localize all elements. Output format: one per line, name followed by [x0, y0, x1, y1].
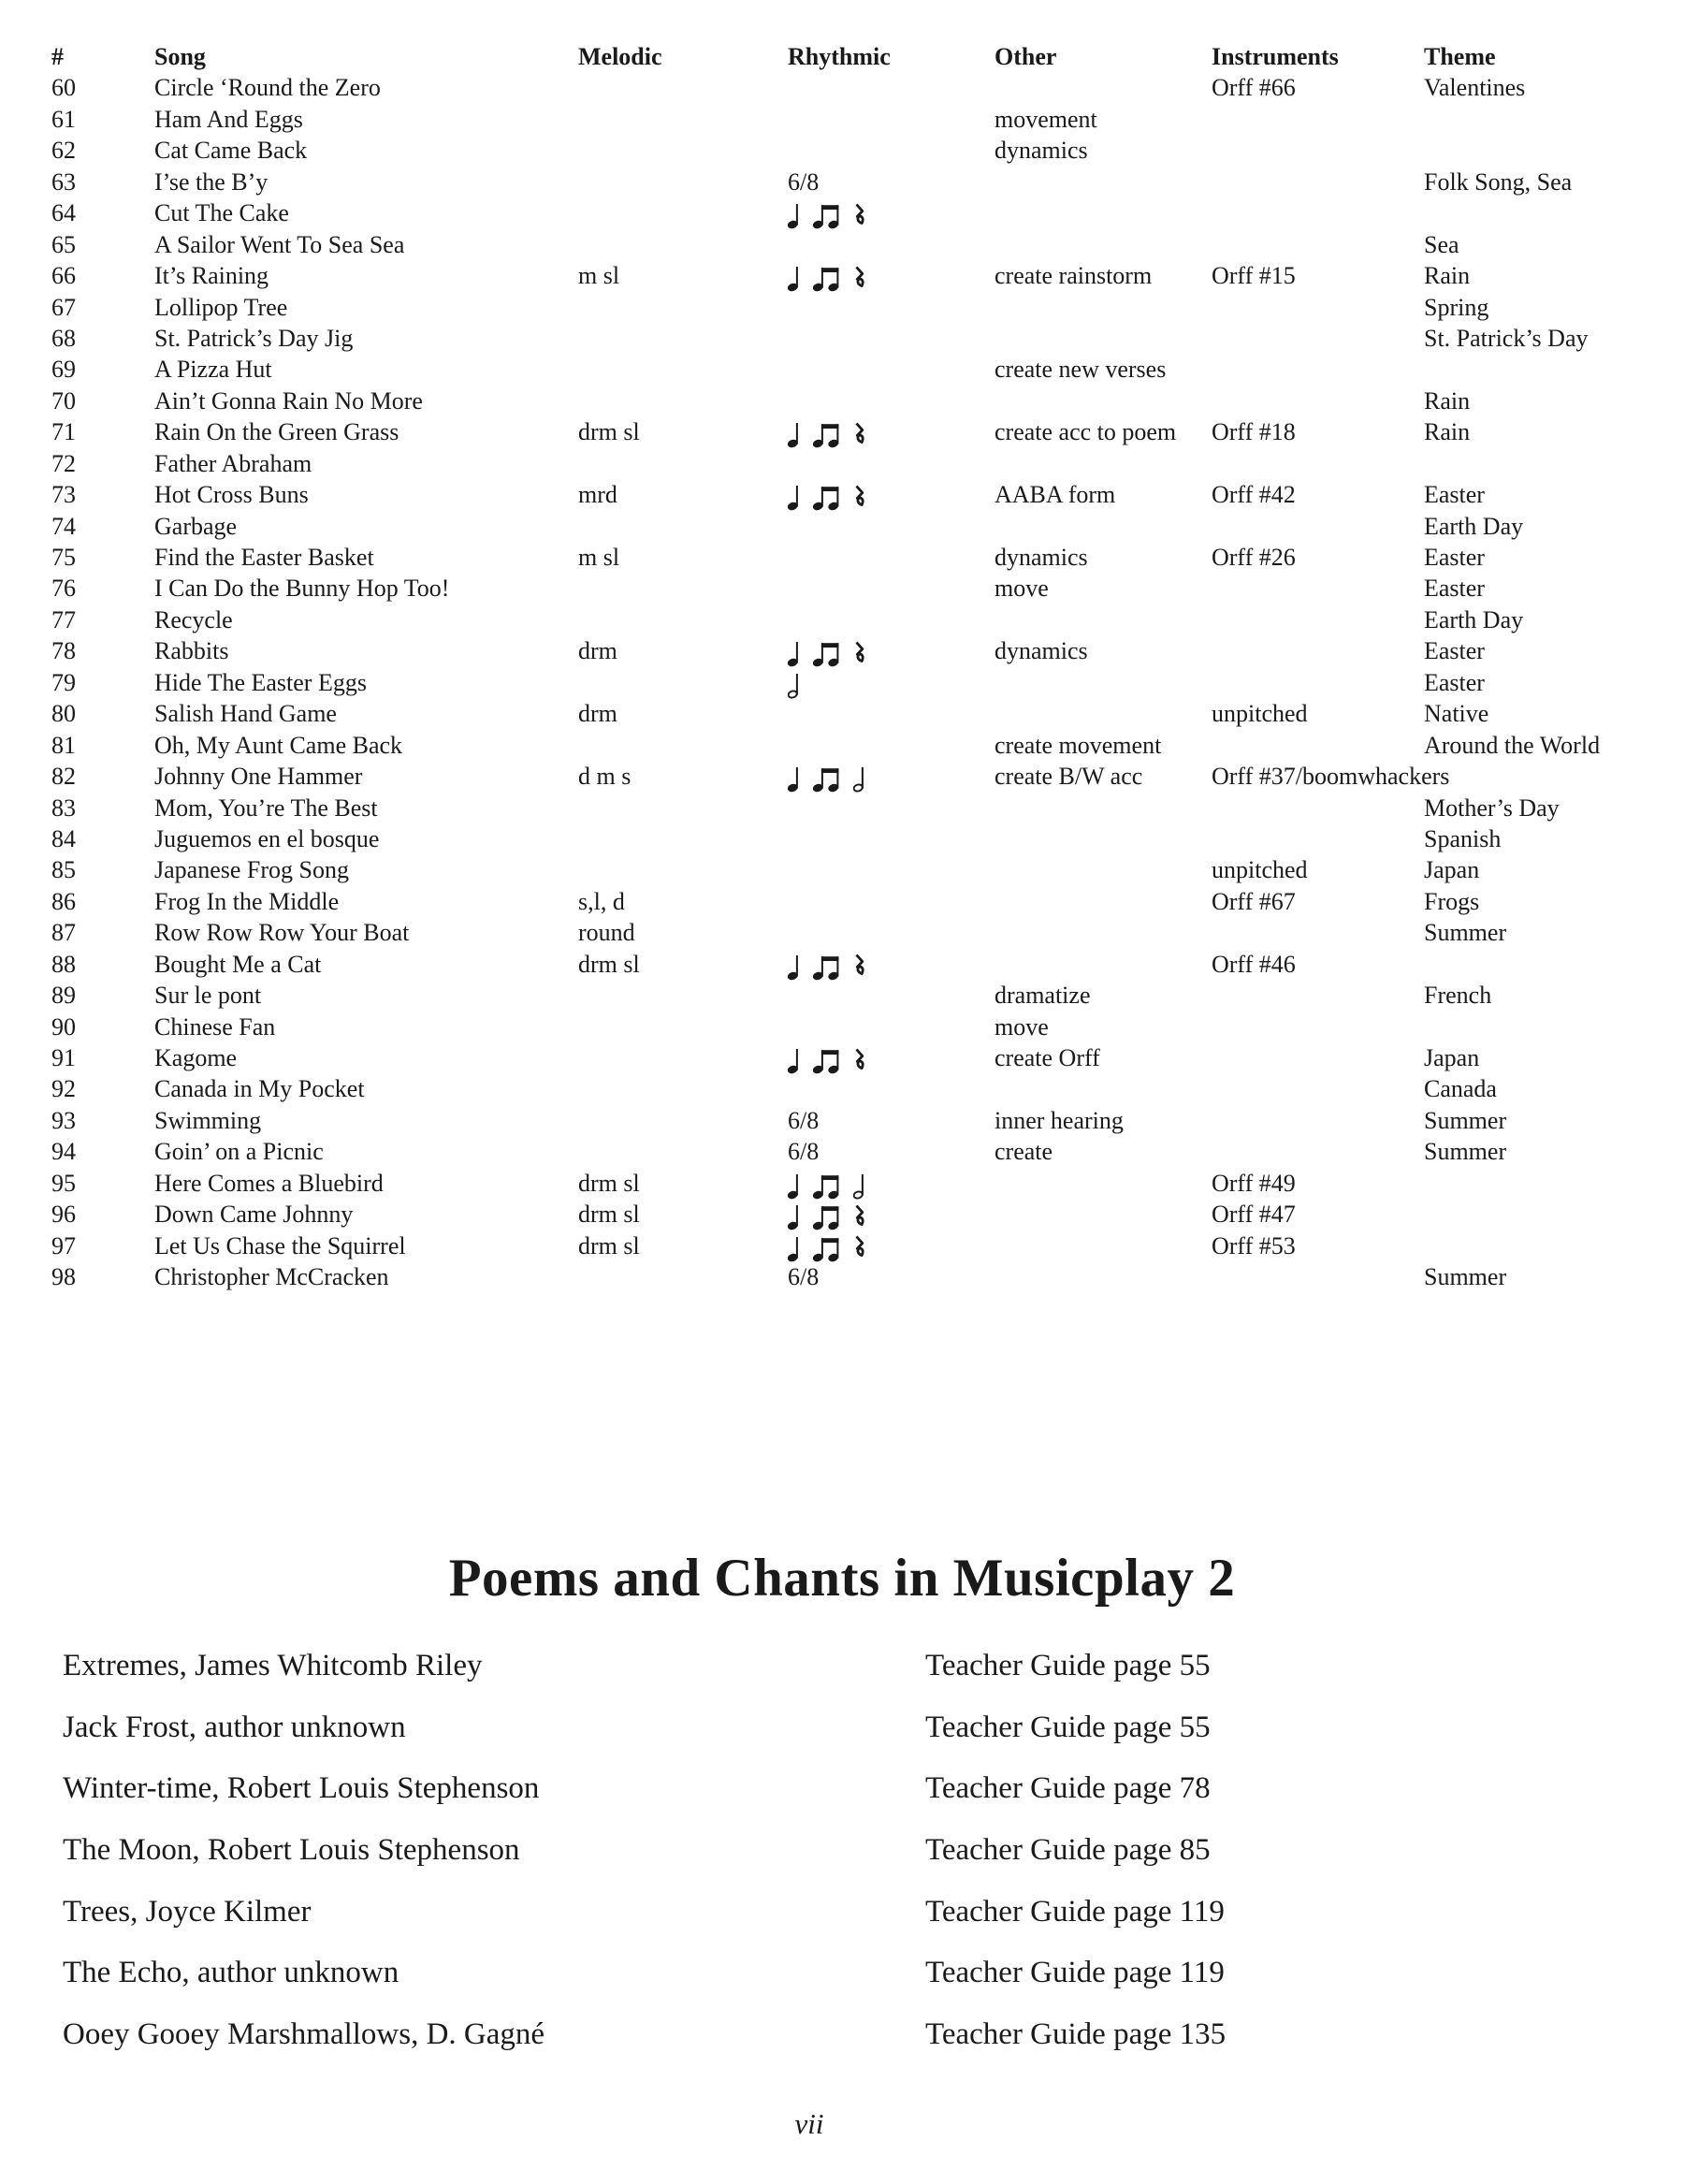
theme-cell: Earth Day [1424, 605, 1524, 633]
table-row [0, 823, 1684, 854]
quarter-note-icon [788, 639, 801, 667]
song-index-table [0, 41, 1684, 1293]
instruments-cell: Orff #53 [1212, 1231, 1296, 1259]
instruments-cell: Orff #37/boomwhackers [1212, 763, 1450, 791]
instruments-cell: unpitched [1212, 700, 1308, 728]
poem-list-item [63, 1820, 1616, 1882]
time-signature: 6/8 [788, 1106, 820, 1134]
poem-list-item [63, 1697, 1616, 1759]
column-header-theme: Theme [1424, 43, 1496, 70]
beamed-eighth-notes-icon [813, 420, 841, 448]
song-title-cell: Lollipop Tree [154, 293, 288, 321]
theme-cell: Sea [1424, 230, 1459, 258]
beamed-eighth-notes-icon [813, 201, 841, 229]
song-number-cell: 62 [51, 137, 76, 165]
table-row [0, 1230, 1684, 1261]
song-title-cell: Salish Hand Game [154, 700, 337, 728]
other-concepts-cell: create rainstorm [994, 262, 1153, 290]
theme-cell: Mother’s Day [1424, 794, 1560, 822]
rhythmic-cell [788, 197, 865, 229]
beamed-eighth-notes-icon [813, 1046, 841, 1074]
table-row [0, 573, 1684, 604]
theme-cell: Native [1424, 700, 1489, 728]
quarter-rest-icon [853, 954, 865, 979]
song-title-cell: Down Came Johnny [154, 1201, 354, 1229]
half-note-icon [853, 1172, 866, 1200]
teacher-guide-page-ref: Teacher Guide page 85 [925, 1833, 1211, 1868]
melodic-cell: drm sl [578, 418, 640, 446]
other-concepts-cell: create Orff [994, 1044, 1100, 1071]
song-title-cell: Mom, You’re The Best [154, 794, 378, 822]
melodic-cell: drm sl [578, 1169, 640, 1197]
song-number-cell: 71 [51, 418, 76, 446]
beamed-eighth-notes-icon [813, 953, 841, 981]
other-concepts-cell: inner hearing [994, 1106, 1124, 1134]
half-note-icon [788, 671, 801, 699]
other-concepts-cell: dynamics [994, 637, 1088, 665]
table-row [0, 542, 1684, 573]
rhythmic-cell [788, 1230, 865, 1262]
song-number-cell: 69 [51, 356, 76, 384]
teacher-guide-page-ref: Teacher Guide page 55 [925, 1710, 1211, 1744]
beamed-eighth-notes-icon [813, 1234, 841, 1262]
quarter-rest-icon [853, 203, 865, 228]
song-number-cell: 63 [51, 167, 76, 196]
theme-cell: Japan [1424, 1044, 1480, 1071]
rhythmic-cell [788, 667, 801, 699]
instruments-cell: unpitched [1212, 856, 1308, 884]
poem-list-item [63, 1636, 1616, 1697]
song-title-cell: St. Patrick’s Day Jig [154, 324, 354, 352]
song-number-cell: 89 [51, 982, 76, 1010]
quarter-note-icon [788, 1202, 801, 1230]
song-number-cell: 87 [51, 919, 76, 947]
song-title-cell: Chinese Fan [154, 1012, 276, 1041]
theme-cell: Summer [1424, 1106, 1507, 1134]
song-number-cell: 96 [51, 1201, 76, 1229]
quarter-note-icon [788, 483, 801, 511]
song-title-cell: Swimming [154, 1106, 262, 1134]
table-row [0, 1042, 1684, 1073]
song-title-cell: Hide The Easter Eggs [154, 668, 367, 696]
instruments-cell: Orff #46 [1212, 950, 1296, 978]
table-row [0, 1168, 1684, 1199]
rhythmic-cell [788, 635, 865, 667]
song-number-cell: 79 [51, 668, 76, 696]
song-title-cell: Bought Me a Cat [154, 950, 322, 978]
theme-cell: Easter [1424, 481, 1485, 509]
table-row [0, 448, 1684, 479]
theme-cell: Folk Song, Sea [1424, 167, 1573, 196]
rhythmic-cell [788, 949, 865, 981]
theme-cell: Around the World [1424, 731, 1601, 759]
table-row [0, 229, 1684, 260]
column-header-num: # [51, 43, 64, 70]
poem-title-author: The Moon, Robert Louis Stephenson [63, 1833, 520, 1868]
song-title-cell: Canada in My Pocket [154, 1075, 365, 1103]
rhythmic-cell [788, 1042, 865, 1074]
theme-cell: Japan [1424, 856, 1480, 884]
melodic-cell: mrd [578, 481, 617, 509]
theme-cell: Canada [1424, 1075, 1497, 1103]
quarter-rest-icon [853, 641, 865, 666]
song-title-cell: A Pizza Hut [154, 356, 272, 384]
song-number-cell: 65 [51, 230, 76, 258]
other-concepts-cell: movement [994, 105, 1097, 133]
song-number-cell: 93 [51, 1106, 76, 1134]
quarter-rest-icon [853, 266, 865, 291]
theme-cell: Frogs [1424, 887, 1480, 915]
theme-cell: Summer [1424, 1138, 1507, 1166]
song-title-cell: Cut The Cake [154, 199, 289, 227]
table-row [0, 104, 1684, 135]
other-concepts-cell: AABA form [994, 481, 1116, 509]
melodic-cell: d m s [578, 763, 632, 791]
quarter-rest-icon [853, 422, 865, 447]
song-title-cell: Cat Came Back [154, 137, 308, 165]
table-row [0, 1105, 1684, 1136]
time-signature: 6/8 [788, 1263, 820, 1291]
song-number-cell: 60 [51, 74, 76, 102]
beamed-eighth-notes-icon [813, 1202, 841, 1230]
melodic-cell: drm [578, 637, 617, 665]
song-title-cell: Circle ‘Round the Zero [154, 74, 381, 102]
teacher-guide-page-ref: Teacher Guide page 135 [925, 2017, 1227, 2052]
quarter-note-icon [788, 764, 801, 793]
table-row [0, 323, 1684, 354]
song-number-cell: 98 [51, 1263, 76, 1291]
song-title-cell: Here Comes a Bluebird [154, 1169, 384, 1197]
theme-cell: Easter [1424, 544, 1485, 571]
poem-list-item [63, 1882, 1616, 1944]
song-number-cell: 88 [51, 950, 76, 978]
table-row [0, 479, 1684, 510]
quarter-note-icon [788, 1172, 801, 1200]
table-body [0, 72, 1684, 1292]
table-row [0, 949, 1684, 980]
rhythmic-cell [788, 1168, 866, 1200]
theme-cell: Rain [1424, 262, 1471, 290]
other-concepts-cell: dynamics [994, 137, 1088, 165]
beamed-eighth-notes-icon [813, 764, 841, 793]
song-title-cell: Ain’t Gonna Rain No More [154, 386, 423, 415]
table-row [0, 197, 1684, 228]
melodic-cell: drm sl [578, 1231, 640, 1259]
instruments-cell: Orff #42 [1212, 481, 1296, 509]
quarter-rest-icon [853, 1235, 865, 1260]
theme-cell: St. Patrick’s Day [1424, 324, 1589, 352]
song-title-cell: I’se the B’y [154, 167, 269, 196]
song-number-cell: 76 [51, 575, 76, 603]
song-number-cell: 61 [51, 105, 76, 133]
song-title-cell: Christopher McCracken [154, 1263, 389, 1291]
song-title-cell: Sur le pont [154, 982, 262, 1010]
song-title-cell: Frog In the Middle [154, 887, 340, 915]
table-row [0, 854, 1684, 885]
song-number-cell: 68 [51, 324, 76, 352]
song-title-cell: Oh, My Aunt Came Back [154, 731, 403, 759]
other-concepts-cell: create movement [994, 731, 1162, 759]
poems-section-title: Poems and Chants in Musicplay 2 [448, 1549, 1236, 1609]
table-row [0, 635, 1684, 666]
table-row [0, 1199, 1684, 1230]
theme-cell: Easter [1424, 637, 1485, 665]
song-number-cell: 81 [51, 731, 76, 759]
table-row [0, 386, 1684, 416]
table-row [0, 730, 1684, 761]
song-number-cell: 82 [51, 763, 76, 791]
other-concepts-cell: create B/W acc [994, 763, 1143, 791]
quarter-rest-icon [853, 485, 865, 510]
poem-title-author: Trees, Joyce Kilmer [63, 1894, 312, 1929]
beamed-eighth-notes-icon [813, 1172, 841, 1200]
song-title-cell: Rabbits [154, 637, 229, 665]
quarter-note-icon [788, 953, 801, 981]
song-number-cell: 94 [51, 1138, 76, 1166]
quarter-note-icon [788, 201, 801, 229]
table-row [0, 1012, 1684, 1042]
column-header-rhythmic: Rhythmic [788, 43, 891, 70]
song-number-cell: 91 [51, 1044, 76, 1071]
rhythmic-cell [788, 1199, 865, 1230]
table-row [0, 980, 1684, 1011]
table-row [0, 260, 1684, 291]
table-row [0, 416, 1684, 447]
song-number-cell: 97 [51, 1231, 76, 1259]
melodic-cell: m sl [578, 262, 620, 290]
song-title-cell: I Can Do the Bunny Hop Too! [154, 575, 450, 603]
song-number-cell: 73 [51, 481, 76, 509]
rhythmic-cell [788, 1136, 819, 1167]
song-number-cell: 67 [51, 293, 76, 321]
song-title-cell: Hot Cross Buns [154, 481, 309, 509]
song-title-cell: Garbage [154, 512, 238, 540]
song-title-cell: Row Row Row Your Boat [154, 919, 410, 947]
teacher-guide-page-ref: Teacher Guide page 78 [925, 1771, 1211, 1806]
melodic-cell: m sl [578, 544, 620, 571]
song-title-cell: It’s Raining [154, 262, 269, 290]
quarter-note-icon [788, 420, 801, 448]
other-concepts-cell: create acc to poem [994, 418, 1177, 446]
song-number-cell: 72 [51, 449, 76, 477]
quarter-rest-icon [853, 1204, 865, 1230]
table-row [0, 72, 1684, 103]
column-header-melodic: Melodic [578, 43, 662, 70]
song-title-cell: Juguemos en el bosque [154, 824, 380, 852]
table-row [0, 292, 1684, 323]
beamed-eighth-notes-icon [813, 264, 841, 292]
other-concepts-cell: create new verses [994, 356, 1167, 384]
table-row [0, 604, 1684, 635]
rhythmic-cell [788, 167, 819, 197]
song-number-cell: 86 [51, 887, 76, 915]
table-row [0, 917, 1684, 948]
beamed-eighth-notes-icon [813, 483, 841, 511]
table-header-row [0, 41, 1684, 72]
rhythmic-cell [788, 761, 866, 793]
song-number-cell: 80 [51, 700, 76, 728]
quarter-note-icon [788, 1046, 801, 1074]
theme-cell: Rain [1424, 418, 1471, 446]
theme-cell: Earth Day [1424, 512, 1524, 540]
theme-cell: Valentines [1424, 74, 1526, 102]
song-number-cell: 85 [51, 856, 76, 884]
table-row [0, 1136, 1684, 1167]
time-signature: 6/8 [788, 1138, 820, 1166]
song-title-cell: Japanese Frog Song [154, 856, 349, 884]
melodic-cell: drm sl [578, 1201, 640, 1229]
instruments-cell: Orff #66 [1212, 74, 1296, 102]
song-title-cell: Recycle [154, 605, 233, 633]
poem-title-author: Jack Frost, author unknown [63, 1710, 406, 1744]
instruments-cell: Orff #15 [1212, 262, 1296, 290]
poems-list [63, 1636, 1616, 2066]
other-concepts-cell: move [994, 1012, 1049, 1041]
song-number-cell: 64 [51, 199, 76, 227]
melodic-cell: s,l, d [578, 887, 625, 915]
table-row [0, 667, 1684, 698]
table-row [0, 886, 1684, 917]
quarter-note-icon [788, 264, 801, 292]
theme-cell: French [1424, 982, 1492, 1010]
melodic-cell: round [578, 919, 635, 947]
time-signature: 6/8 [788, 167, 820, 196]
song-title-cell: Let Us Chase the Squirrel [154, 1231, 406, 1259]
poem-list-item [63, 1943, 1616, 2004]
table-row [0, 1073, 1684, 1104]
table-row [0, 793, 1684, 823]
table-row [0, 511, 1684, 542]
teacher-guide-page-ref: Teacher Guide page 55 [925, 1649, 1211, 1682]
rhythmic-cell [788, 479, 865, 511]
song-title-cell: Kagome [154, 1044, 238, 1071]
poem-title-author: The Echo, author unknown [63, 1956, 399, 1990]
song-title-cell: Rain On the Green Grass [154, 418, 399, 446]
song-number-cell: 70 [51, 386, 76, 415]
rhythmic-cell [788, 1105, 819, 1136]
song-number-cell: 77 [51, 605, 76, 633]
song-number-cell: 78 [51, 637, 76, 665]
theme-cell: Summer [1424, 1263, 1507, 1291]
song-title-cell: Johnny One Hammer [154, 763, 363, 791]
theme-cell: Easter [1424, 668, 1485, 696]
song-title-cell: Father Abraham [154, 449, 312, 477]
other-concepts-cell: dramatize [994, 982, 1091, 1010]
song-number-cell: 84 [51, 824, 76, 852]
song-number-cell: 66 [51, 262, 76, 290]
song-number-cell: 83 [51, 794, 76, 822]
song-title-cell: Goin’ on a Picnic [154, 1138, 324, 1166]
table-row [0, 698, 1684, 729]
theme-cell: Easter [1424, 575, 1485, 603]
table-row [0, 354, 1684, 385]
melodic-cell: drm sl [578, 950, 640, 978]
half-note-icon [853, 764, 866, 793]
melodic-cell: drm [578, 700, 617, 728]
other-concepts-cell: create [994, 1138, 1053, 1166]
quarter-note-icon [788, 1234, 801, 1262]
teacher-guide-page-ref: Teacher Guide page 119 [925, 1894, 1225, 1929]
table-row [0, 135, 1684, 166]
quarter-rest-icon [853, 1048, 865, 1073]
song-number-cell: 90 [51, 1012, 76, 1041]
teacher-guide-page-ref: Teacher Guide page 119 [925, 1956, 1225, 1990]
column-header-song: Song [154, 43, 206, 70]
column-header-instruments: Instruments [1212, 43, 1339, 70]
song-title-cell: Find the Easter Basket [154, 544, 374, 571]
rhythmic-cell [788, 260, 865, 292]
instruments-cell: Orff #18 [1212, 418, 1296, 446]
table-row [0, 167, 1684, 197]
column-header-other: Other [994, 43, 1057, 70]
poem-title-author: Ooey Gooey Marshmallows, D. Gagné [63, 2017, 545, 2052]
poem-title-author: Extremes, James Whitcomb Riley [63, 1649, 483, 1682]
song-number-cell: 75 [51, 544, 76, 571]
song-title-cell: A Sailor Went To Sea Sea [154, 230, 405, 258]
instruments-cell: Orff #47 [1212, 1201, 1296, 1229]
poem-list-item [63, 2004, 1616, 2066]
page-number: vii [794, 2107, 824, 2140]
theme-cell: Rain [1424, 386, 1471, 415]
rhythmic-cell [788, 1261, 819, 1292]
other-concepts-cell: dynamics [994, 544, 1088, 571]
other-concepts-cell: move [994, 575, 1049, 603]
song-number-cell: 95 [51, 1169, 76, 1197]
theme-cell: Spring [1424, 293, 1489, 321]
poem-title-author: Winter-time, Robert Louis Stephenson [63, 1771, 540, 1806]
theme-cell: Summer [1424, 919, 1507, 947]
song-title-cell: Ham And Eggs [154, 105, 303, 133]
song-number-cell: 92 [51, 1075, 76, 1103]
poem-list-item [63, 1758, 1616, 1820]
table-row [0, 1261, 1684, 1292]
rhythmic-cell [788, 416, 865, 448]
song-number-cell: 74 [51, 512, 76, 540]
table-row [0, 761, 1684, 792]
beamed-eighth-notes-icon [813, 639, 841, 667]
instruments-cell: Orff #67 [1212, 887, 1296, 915]
instruments-cell: Orff #26 [1212, 544, 1296, 571]
instruments-cell: Orff #49 [1212, 1169, 1296, 1197]
theme-cell: Spanish [1424, 824, 1502, 852]
